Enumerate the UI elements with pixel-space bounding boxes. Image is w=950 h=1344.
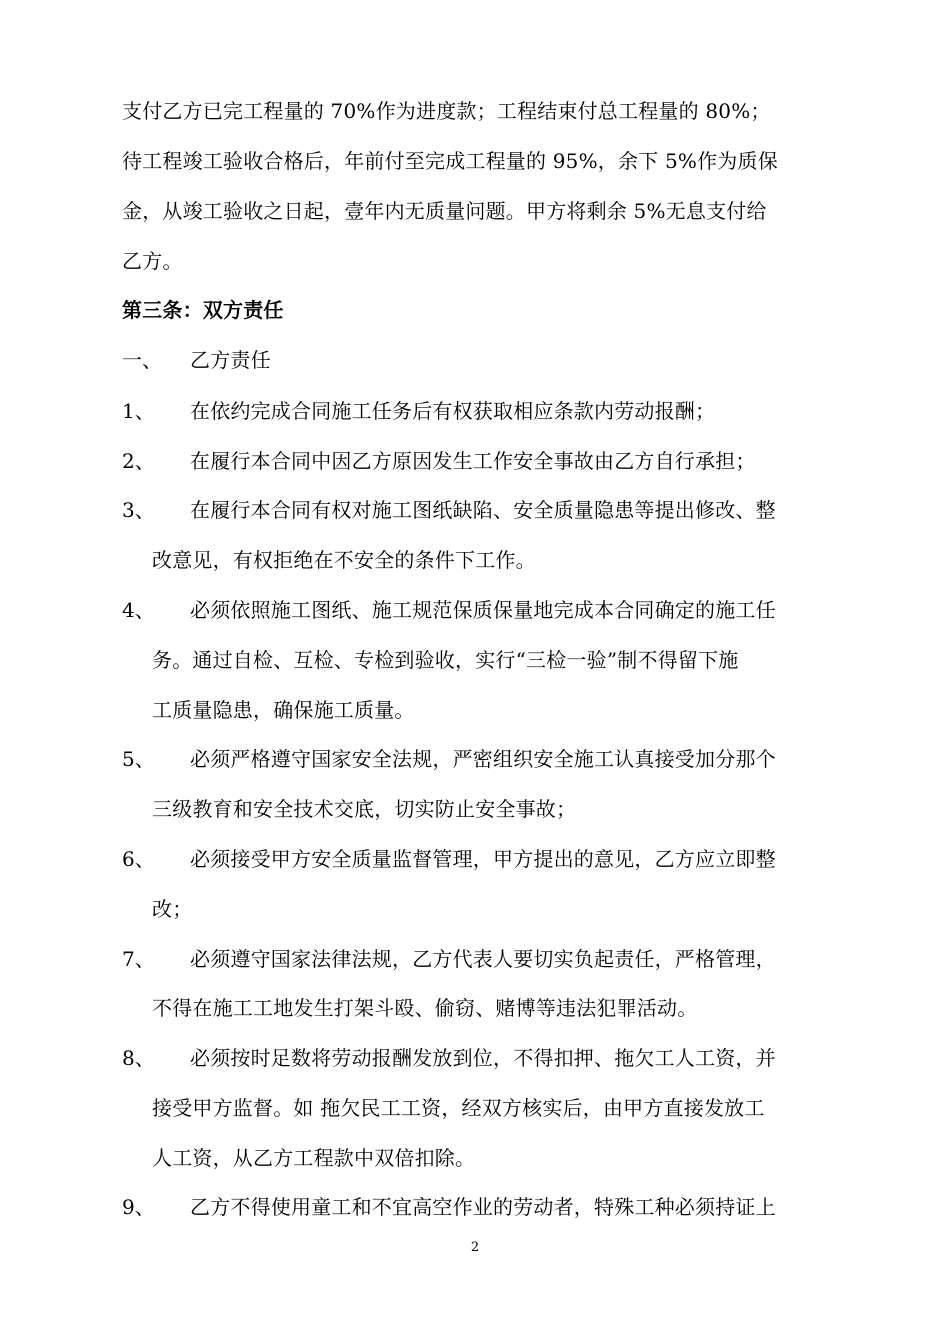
list-item-line: 工质量隐患，确保施工质量。 [152,698,415,722]
list-item-number: 9、 [122,1195,155,1219]
list-item-number: 1、 [122,399,155,423]
list-item-number: 4、 [122,598,155,622]
list-item-line: 必须依照施工图纸、施工规范保质保量地完成本合同确定的施工任 [190,598,776,622]
list-item-line: 必须遵守国家法律法规，乙方代表人要切实负起责任，严格管理， [190,947,776,971]
list-item-line: 必须按时足数将劳动报酬发放到位，不得扣押、拖欠工人工资，并 [190,1046,776,1070]
list-item-line: 人工资，从乙方工程款中双倍扣除。 [152,1146,476,1170]
list-item-line: 接受甲方监督。如 拖欠民工工资，经双方核实后，由甲方直接发放工 [152,1096,765,1120]
list-item-line: 必须接受甲方安全质量监督管理，甲方提出的意见，乙方应立即整 [190,847,776,871]
paragraph-line: 乙方。 [122,249,183,273]
list-item-number: 7、 [122,947,155,971]
list-item-line: 在依约完成合同施工任务后有权获取相应条款内劳动报酬； [190,399,716,423]
paragraph-line: 金，从竣工验收之日起，壹年内无质量问题。甲方将剩余 5%无息支付给 [122,199,767,223]
subsection-number: 一、 [122,348,162,372]
list-item-number: 5、 [122,747,155,771]
page-number: 2 [470,1240,480,1255]
list-item-number: 3、 [122,498,155,522]
list-item-line: 改； [152,897,193,921]
list-item-line: 乙方不得使用童工和不宜高空作业的劳动者，特殊工种必须持证上 [190,1195,776,1219]
paragraph-line: 待工程竣工验收合格后，年前付至完成工程量的 95%，余下 5%作为质保 [122,149,778,173]
paragraph-line: 支付乙方已完工程量的 70%作为进度款；工程结束付总工程量的 80%； [122,99,771,123]
subsection-title: 乙方责任 [190,348,271,372]
list-item-line: 必须严格遵守国家安全法规，严密组织安全施工认真接受加分那个 [190,747,776,771]
list-item-line: 在履行本合同有权对施工图纸缺陷、安全质量隐患等提出修改、整 [190,498,776,522]
list-item-line: 三级教育和安全技术交底，切实防止安全事故； [152,797,577,821]
list-item-number: 6、 [122,847,155,871]
list-item-line: 在履行本合同中因乙方原因发生工作安全事故由乙方自行承担； [190,449,756,473]
list-item-line: 改意见，有权拒绝在不安全的条件下工作。 [152,548,536,572]
list-item-number: 2、 [122,449,155,473]
list-item-line: 务。通过自检、互检、专检到验收，实行“三检一验”制不得留下施 [152,648,739,672]
section-heading: 第三条：双方责任 [122,298,284,322]
list-item-number: 8、 [122,1046,155,1070]
list-item-line: 不得在施工工地发生打架斗殴、偷窃、赌博等违法犯罪活动。 [152,996,698,1020]
